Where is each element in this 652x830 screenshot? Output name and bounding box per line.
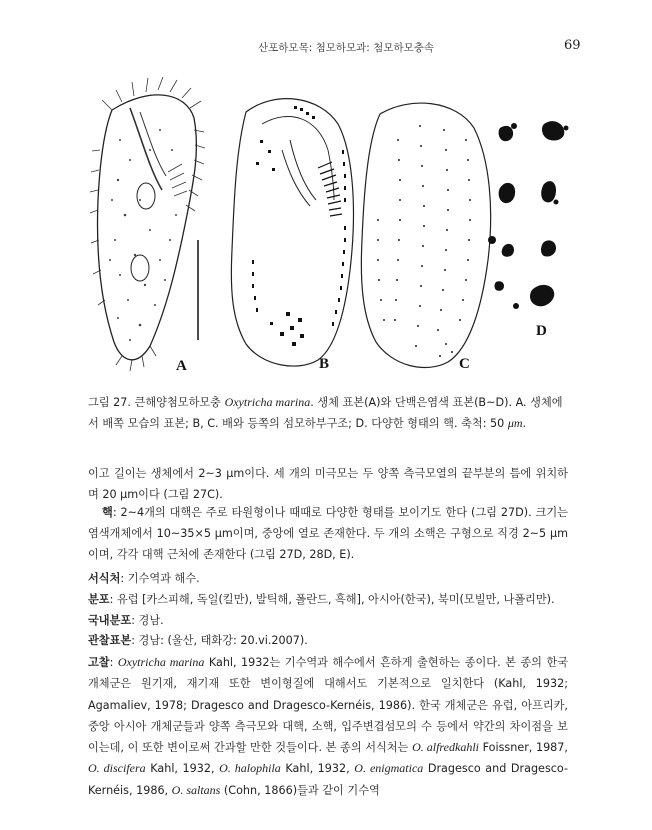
body-paragraph-1: 이고 길이는 생체에서 2~3 μm이다. 세 개의 미극모는 두 양쪽 측극모열의 끝부분의 틈에 위치하며 20 μm이다 (그림 27C).: [88, 467, 568, 501]
species-name: Oxytricha marina: [117, 655, 205, 669]
species-name: O. enigmatica: [354, 761, 424, 776]
section-discussion: [88, 652, 568, 801]
species-name: O. halophila: [219, 761, 281, 776]
caption-text: 큰해양첨모하모충: [134, 396, 221, 409]
discussion-text: Dragesco and Dragesco-Kernéis, 1986,: [88, 762, 569, 797]
section-habitat: [88, 569, 568, 589]
species-name: O. saltans: [171, 782, 221, 797]
distribution-label: 분포: [88, 593, 110, 606]
specimens-label: 관찰표본: [88, 634, 132, 647]
specimens-text: : 경남: (울산, 태화강: 20.vi.2007).: [131, 634, 308, 647]
section-specimens: [88, 631, 568, 651]
habitat-text: : 기수역과 해수.: [120, 572, 200, 585]
nucleus-text: : 2~4개의 대핵은 주로 타원형이나 때때로 다양한 형태를 보이기도 한다 (그림 27D). 크기는 염색개체에서 10~35×5 μm이며, 중앙에 열로 존재한다. 두 개의 소핵은 구형으로 직경 2~5 μm이며, 각각 대핵 근처에 존재한다 (그림 27D, 28D, E).: [88, 506, 568, 561]
running-head: 산포하모목: 첨모하모과: 첨모하모충속: [258, 42, 435, 54]
korea-distribution-label: 국내분포: [88, 614, 132, 627]
distribution-text: : 유럽 [카스피해, 독일(킬만), 발틱해, 폴란드, 흑해], 아시아(한국), 북미(모빌만, 나폴리만).: [109, 593, 555, 606]
caption-end: .: [522, 417, 527, 430]
caption-figure-number: 그림 27.: [88, 396, 131, 409]
panel-label-b: B: [319, 356, 330, 372]
discussion-label: 고찰: [88, 656, 110, 669]
panel-label-a: A: [176, 358, 187, 374]
panel-label-d: D: [536, 323, 547, 339]
panel-d-drawing: [488, 121, 569, 309]
discussion-text: Foissner, 1987,: [478, 741, 568, 755]
caption-species: Oxytricha marina: [224, 395, 311, 409]
panel-a-drawing: [90, 77, 205, 371]
habitat-label: 서식처: [88, 572, 121, 585]
discussion-text: (Cohn, 1866)들과 같이 기수역: [220, 783, 380, 797]
panel-label-c: C: [459, 356, 470, 372]
caption-unit: μm: [507, 416, 523, 430]
panel-c-drawing: [361, 103, 490, 367]
discussion-text: Kahl, 1932는 기수역과 해수에서 흔하게 출현하는 종이다. 본 종의 한국 개체군은 원기재, 재기재 또한 변이형질에 대해서도 기본적으로 일치한다 (Kahl, 1932; Agamaliev, 1978; Dragesco and Dragesco-Kernéis, 1986). 한국 개체군은 유럽, 아프리카, 중앙 아시아 개체군들과 양쪽 측극모와 대핵, 소핵, 입주변겹섬모의 수 등에서 약간의 차이점을 보이는데, 이 또한 변이로써 간과할 만한 것들이다. 본 종의 서식처는: [88, 656, 568, 755]
species-name: O. alfredkahli: [412, 740, 479, 755]
discussion-text: Kahl, 1932,: [145, 762, 220, 776]
korea-distribution-text: : 경남.: [131, 614, 164, 627]
nucleus-label: 핵: [102, 506, 113, 519]
figure-caption: [88, 392, 568, 434]
body-paragraph-nucleus: [88, 502, 568, 565]
panel-b-drawing: [231, 99, 353, 366]
section-distribution: [88, 590, 568, 610]
caption-text-2: . 생체 표본(A)와 단백은염색 표본(B~D). A. 생체에서 배쪽 모습의 표본; B, C. 배와 등쪽의 섬모하부구조; D. 다양한 형태의 핵. 축척: 50: [88, 396, 563, 430]
species-name: O. discifera: [88, 761, 146, 776]
discussion-text: Kahl, 1932,: [280, 762, 355, 776]
section-korea-distribution: [88, 611, 568, 631]
page-number: 69: [564, 38, 581, 53]
discussion-text: :: [109, 656, 118, 669]
